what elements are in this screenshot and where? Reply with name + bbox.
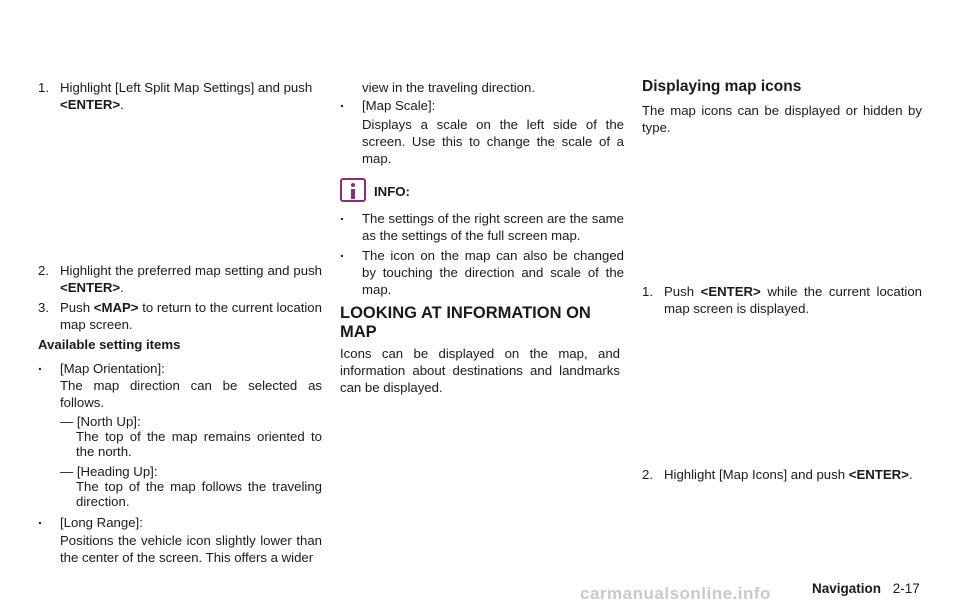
column-right xyxy=(642,0,924,611)
page-number: 2-17 xyxy=(892,581,920,596)
step-number: 2. xyxy=(642,467,653,482)
map-key: <MAP> xyxy=(93,300,139,315)
section-body: Icons can be displayed on the map, and information about destinations and landmarks can be displayed. xyxy=(340,346,620,395)
column-middle xyxy=(340,0,624,611)
bullet: . xyxy=(340,94,344,110)
setting-label: [Map Orientation]: xyxy=(60,361,165,376)
option-label: — [North Up]: xyxy=(60,414,141,429)
step-1-text: Highlight [Left Split Map Settings] and push <ENTER>. xyxy=(60,80,313,112)
step-2-text: Highlight the preferred map setting and push <ENTER>. xyxy=(60,263,322,295)
step-number: 2. xyxy=(38,263,49,278)
watermark: carmanualsonline.info xyxy=(580,584,771,603)
section-title: LOOKING AT INFORMATION ON MAP xyxy=(340,304,591,341)
step-number: 1. xyxy=(38,80,49,95)
available-settings-heading: Available setting items xyxy=(38,337,181,352)
info-icon xyxy=(340,178,366,202)
setting-label: [Long Range]: xyxy=(60,515,143,530)
option-description: The top of the map remains oriented to the north. xyxy=(76,429,322,459)
page-footer xyxy=(812,581,920,596)
bullet: . xyxy=(38,511,42,527)
enter-key: <ENTER> xyxy=(60,280,121,295)
subsection-heading: Displaying map icons xyxy=(642,78,802,95)
setting-description: Displays a scale on the left side of the screen. Use this to change the scale of a map. xyxy=(362,117,624,166)
bullet: . xyxy=(340,244,344,260)
option-label: — [Heading Up]: xyxy=(60,464,158,479)
info-item: The icon on the map can also be changed by touching the direction and scale of the map. xyxy=(362,248,624,297)
bullet: . xyxy=(340,207,344,223)
step-1-text: Push <ENTER> while the current location map screen is displayed. xyxy=(664,284,922,316)
setting-description: Positions the vehicle icon slightly lower than the center of the screen. This offers a wider xyxy=(60,533,322,565)
setting-description: The map direction can be selected as follows. xyxy=(60,378,322,410)
step-number: 3. xyxy=(38,300,49,315)
footer-section: Navigation xyxy=(812,581,882,596)
continued-text: view in the traveling direction. xyxy=(362,80,535,95)
bullet: . xyxy=(38,357,42,373)
step-2-text: Highlight [Map Icons] and push <ENTER>. xyxy=(664,467,913,482)
subsection-intro: The map icons can be displayed or hidden by type. xyxy=(642,103,922,135)
enter-key: <ENTER> xyxy=(700,284,761,299)
info-item: The settings of the right screen are the same as the settings of the full screen map. xyxy=(362,211,624,243)
enter-key: <ENTER> xyxy=(848,467,909,482)
info-label: INFO: xyxy=(374,184,410,199)
enter-key: <ENTER> xyxy=(60,97,121,112)
option-description: The top of the map follows the traveling direction. xyxy=(76,479,322,509)
setting-label: [Map Scale]: xyxy=(362,98,436,113)
column-left xyxy=(38,0,322,611)
step-number: 1. xyxy=(642,284,653,299)
step-3-text: Push <MAP> to return to the current location map screen. xyxy=(60,300,322,332)
